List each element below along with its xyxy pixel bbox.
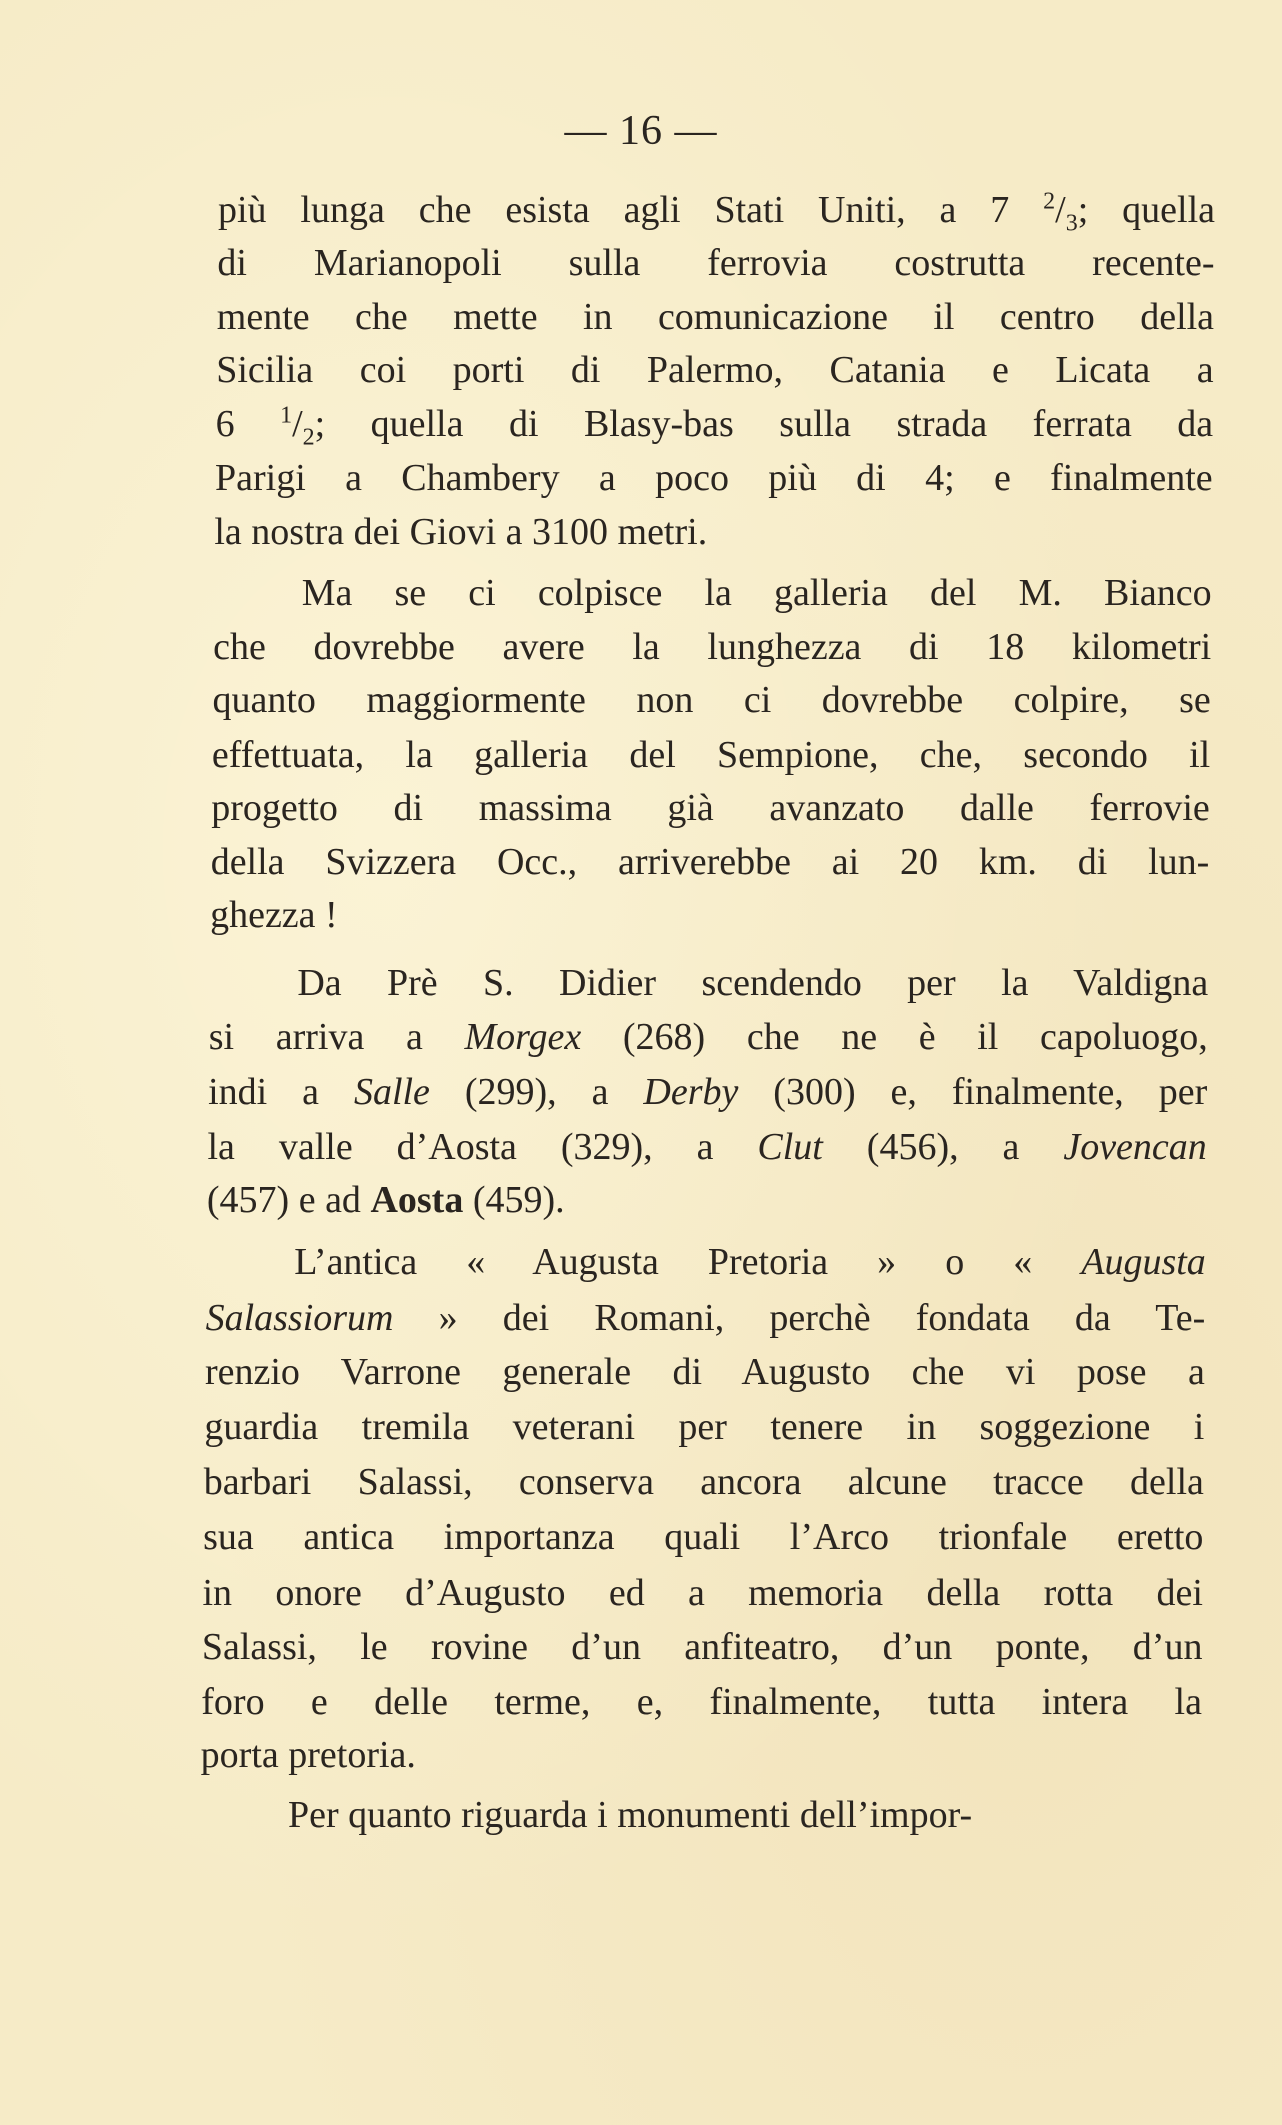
italic-text: Augusta [1081,1241,1206,1283]
text-run: barbari Salassi, conserva ancora alcune tracce della [203,1461,1204,1503]
text-run: progetto di massima già avanzato dalle ferrovie [211,787,1210,829]
text-run: Ma se ci colpisce la galleria del M. Bianco [301,572,1212,614]
text-line [288,1788,1201,1842]
text-run: quanto maggiormente non ci dovrebbe colpire, se [212,679,1211,721]
text-run: ghezza ! [210,894,338,936]
fraction-part: 1 [280,402,293,429]
text-run: effettuata, la galleria del Sempione, che, secondo il [211,734,1211,776]
text-run: mente che mette in comunicazione il centro della [216,296,1215,338]
text-line [211,781,1209,835]
page-number: — 16 — [564,108,718,154]
text-run: porta pretoria. [200,1734,416,1776]
text-run: / [292,403,303,445]
italic-text: Salassiorum [205,1297,394,1339]
text-run: guardia tremila veterani per tenere in soggezione i [204,1406,1205,1448]
text-line [213,620,1211,674]
text-line [203,1510,1203,1564]
fraction-part: 3 [1065,210,1078,237]
text-line [217,236,1214,290]
italic-text: Derby [643,1071,739,1113]
text-run: / [1055,189,1066,231]
text-line [204,1400,1204,1454]
text-run: renzio Varrone generale di Augusto che vi pose a [204,1351,1205,1393]
text-line [216,397,1214,451]
text-run: Da Prè S. Didier scendendo per la Valdigna [297,962,1209,1004]
text-run: sua antica importanza quali l’Arco trionfale eretto [203,1516,1204,1558]
text-line [211,835,1210,889]
text-run: ; quella [1077,189,1215,231]
text-run: che dovrebbe avere la lunghezza di 18 kilometri [213,626,1212,668]
text-run: di Marianopoli sulla ferrovia costrutta recente- [217,242,1215,284]
text-line [202,1566,1202,1620]
text-run: foro e delle terme, e, finalmente, tutta intera la [201,1681,1202,1723]
text-run: ; quella di Blasy-bas sulla strada ferrata da [314,403,1214,445]
italic-text: Salle [353,1071,430,1113]
text-run: la nostra dei Giovi a 3100 metri. [214,511,708,553]
text-line [294,1235,1206,1289]
text-line [302,566,1212,620]
text-line [206,1291,1206,1345]
text-run: (459). [463,1179,565,1221]
text-run: » dei Romani, perchè fondata da Te- [393,1297,1206,1339]
text-run: (457) e ad [206,1179,371,1221]
text-run: L’antica « Augusta Pretoria » o « [294,1241,1082,1283]
text-run: Parigi a Chambery a poco più di 4; e finalmente [214,457,1213,499]
italic-text: Jovencan [1063,1126,1207,1168]
text-run: più lunga che esista agli Stati Uniti, a 7 [218,189,1044,231]
text-run: della Svizzera Occ., arriverebbe ai 20 km. di lun- [210,841,1210,883]
text-line [207,1173,1206,1227]
italic-text: Clut [757,1126,823,1168]
text-line [216,343,1213,397]
text-run: Per quanto riguarda i monumenti dell’impor- [288,1794,973,1836]
text-run: Salassi, le rovine d’un anfiteatro, d’un ponte, d’un [201,1626,1203,1668]
text-run: 6 [215,403,281,445]
bold-text: Aosta [370,1179,464,1221]
text-line [214,505,1212,559]
text-line [205,1345,1205,1399]
text-run: indi a [208,1071,354,1113]
text-run: (300) e, finalmente, per [738,1071,1208,1113]
text-line [207,1120,1206,1174]
text-line [209,1010,1208,1064]
text-run: la valle d’Aosta (329), a [207,1126,758,1168]
text-run: (456), a [822,1126,1064,1168]
text-line [215,451,1213,505]
text-run: si arriva a [208,1016,465,1058]
text-line [208,1065,1207,1119]
text-run: (268) che ne è il capoluogo, [581,1016,1208,1058]
text-line [297,956,1208,1010]
fraction-part: 2 [1043,188,1056,215]
text-run: Sicilia coi porti di Palermo, Catania e Licata a [216,349,1214,391]
text-line [213,673,1211,727]
fraction-part: 2 [302,424,315,451]
text-line [212,728,1210,782]
text-run: in onore d’Augusto ed a memoria della rotta dei [202,1572,1203,1614]
text-line [204,1455,1204,1509]
text-line [217,290,1214,344]
text-line [210,888,1209,942]
text-run: (299), a [429,1071,644,1113]
text-line [201,1728,1202,1782]
text-line [202,1620,1203,1674]
italic-text: Morgex [464,1016,582,1058]
text-line [218,183,1215,237]
text-line [201,1675,1202,1729]
